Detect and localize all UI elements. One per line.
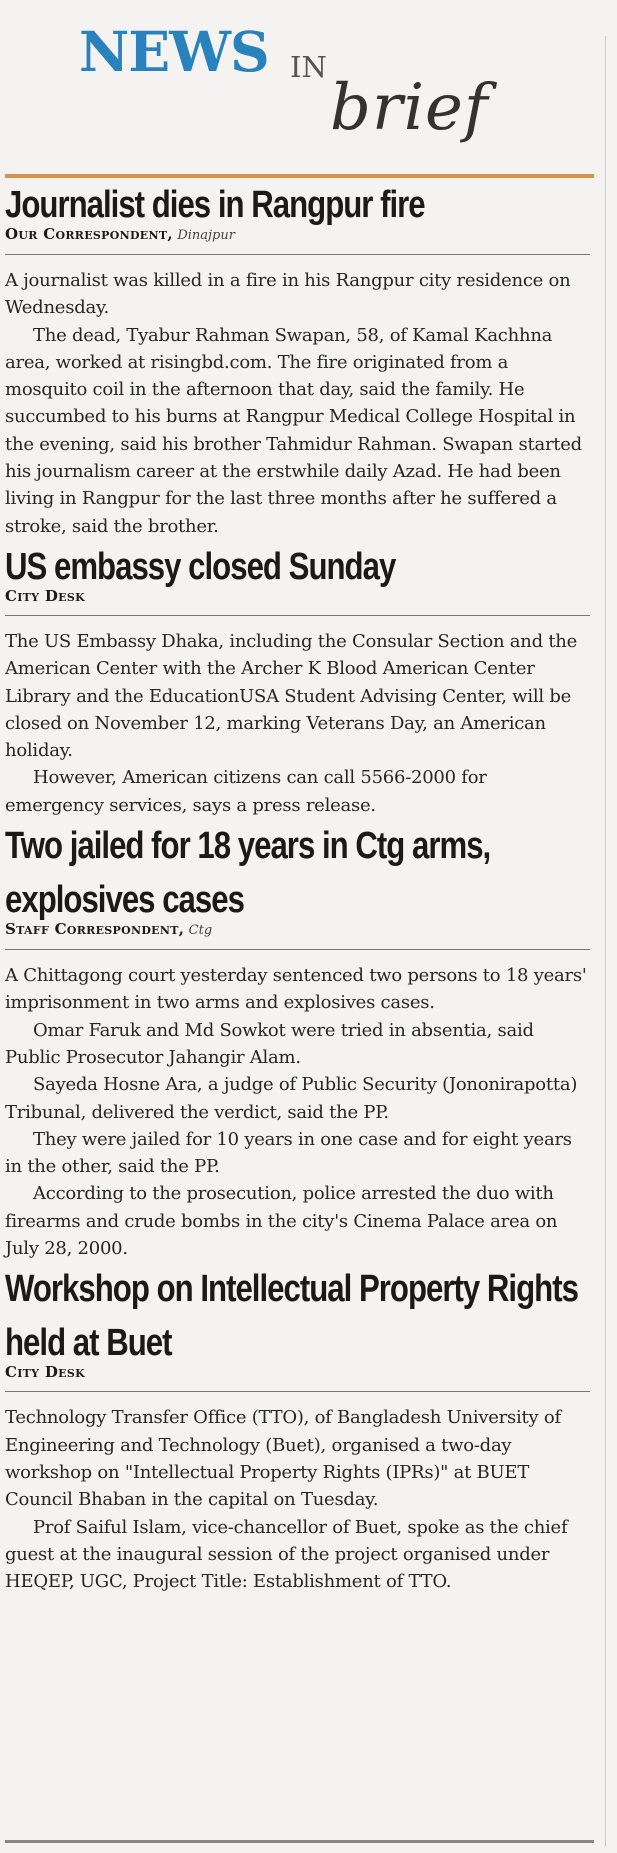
masthead-in: IN xyxy=(290,50,327,84)
article-us-embassy xyxy=(5,540,590,819)
paragraph: The dead, Tyabur Rahman Swapan, 58, of Kamal Kachhna area, worked at risingbd.com. The fire originated from a mosquito coil in the afternoon that day, said the family. He succumbed to his burns at Rangpur Medical College Hospital in the evening, said his brother Tahmidur Rahman. Swapan started his journalism career at the erstwhile daily Azad. He had been living in Rangpur for the last three months after he suffered a stroke, said the brother. xyxy=(5,324,582,537)
paragraph: The US Embassy Dhaka, including the Consular Section and the American Center with the Archer K Blood American Center Library and the EducationUSA Student Advising Center, will be closed on November 12, marking Veterans Day, an American holiday. xyxy=(5,630,578,762)
bottom-rule xyxy=(5,1840,594,1843)
paragraph: They were jailed for 10 years in one case and for eight years in the other, said the PP. xyxy=(5,1128,572,1178)
article-headline: US embassy closed Sunday xyxy=(5,545,396,588)
masthead-news: NEWS xyxy=(79,19,269,84)
paragraph: Sayeda Hosne Ara, a judge of Public Security (Jononirapotta) Tribunal, delivered the verdict, said the PP. xyxy=(5,1074,578,1123)
article-headline: Journalist dies in Rangpur fire xyxy=(5,184,425,226)
article-headline: Workshop on Intellectual Property Rights held at Buet xyxy=(5,1268,578,1365)
byline-desk: City Desk xyxy=(5,586,85,605)
paragraph: However, American citizens can call 5566-2000 for emergency services, says a press release. xyxy=(5,767,487,816)
article-body xyxy=(5,1404,590,1595)
byline-desk: City Desk xyxy=(5,1363,85,1382)
paragraph: According to the prosecution, police arrested the duo with firearms and crude bombs in the city's Cinema Palace area on July 28, 2000. xyxy=(5,1183,558,1260)
paragraph: Prof Saiful Islam, vice-chancellor of Buet, spoke as the chief guest at the inaugural session of the project organised under HEQEP, UGC, Project Title: Establishment of TTO. xyxy=(5,1516,568,1593)
column-divider xyxy=(605,36,606,1846)
article-workshop-ipr xyxy=(5,1262,590,1595)
article-two-jailed xyxy=(5,819,590,1262)
news-in-brief-column xyxy=(5,0,590,1595)
section-masthead xyxy=(5,0,590,178)
article-body xyxy=(5,267,590,540)
article-headline: Two jailed for 18 years in Ctg arms, explosives cases xyxy=(5,825,491,922)
byline-place: Dinajpur xyxy=(177,228,235,243)
article-body xyxy=(5,628,590,819)
paragraph: A journalist was killed in a fire in his Rangpur city residence on Wednesday. xyxy=(5,270,571,319)
paragraph: Omar Faruk and Md Sowkot were tried in absentia, said Public Prosecutor Jahangir Alam. xyxy=(5,1019,534,1068)
paragraph: Technology Transfer Office (TTO), of Bangladesh University of Engineering and Technology (Buet), organised a two-day workshop on "Intellectual Property Rights (IPRs)" at BUET Council Bhaban in the capital on Tuesday. xyxy=(5,1407,561,1511)
byline-place: Ctg xyxy=(188,923,213,939)
byline-desk: Our Correspondent, xyxy=(5,225,173,243)
article-journalist-dies xyxy=(5,178,590,540)
paragraph: A Chittagong court yesterday sentenced two persons to 18 years' imprisonment in two arms and explosives cases. xyxy=(5,965,587,1014)
masthead-brief: brief xyxy=(330,71,489,145)
article-body xyxy=(5,962,590,1262)
byline-desk: Staff Correspondent, xyxy=(5,920,185,939)
